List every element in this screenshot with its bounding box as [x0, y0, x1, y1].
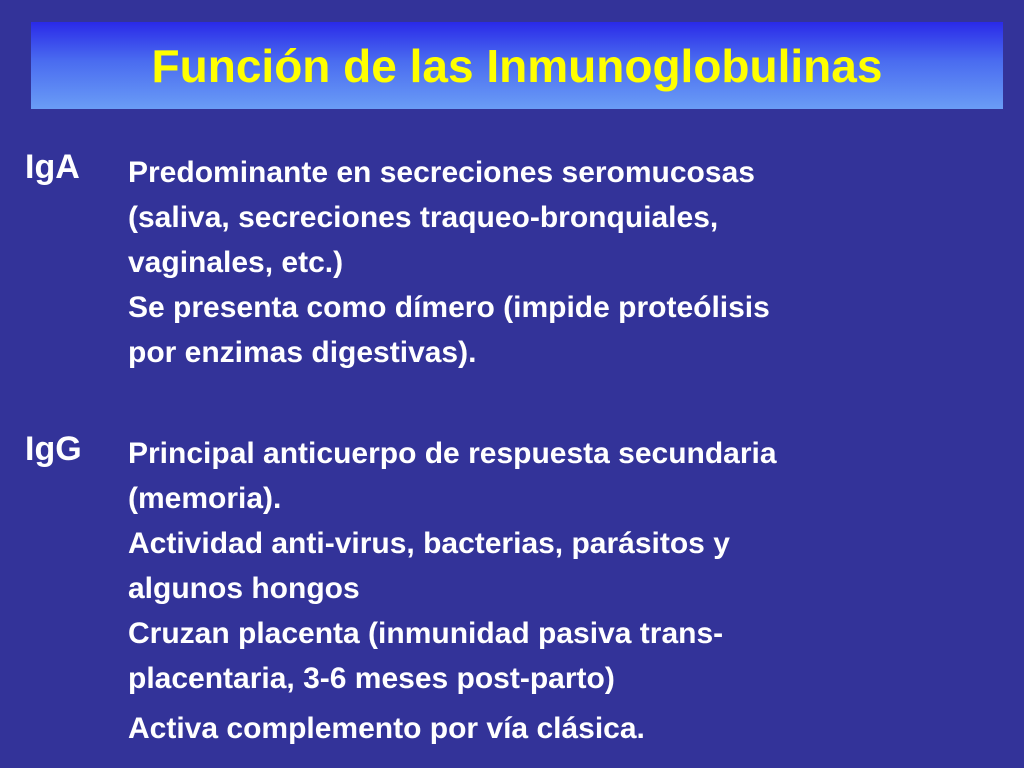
term-igg: IgG: [25, 430, 82, 468]
iga-line: Se presenta como dímero (impide proteólisis: [128, 291, 770, 324]
igg-line: Principal anticuerpo de respuesta secundaria: [128, 437, 777, 470]
igg-line: placentaria, 3-6 meses post-parto): [128, 662, 615, 695]
definition-igg: [128, 431, 1008, 751]
igg-line: (memoria).: [128, 482, 282, 515]
igg-line: Activa complemento por vía clásica.: [128, 712, 645, 745]
iga-line: vaginales, etc.): [128, 246, 344, 279]
iga-line: por enzimas digestivas).: [128, 336, 477, 369]
igg-line: algunos hongos: [128, 572, 360, 605]
title-box: [31, 22, 1003, 109]
iga-line: Predominante en secreciones seromucosas: [128, 156, 755, 189]
slide-title: Función de las Inmunoglobulinas: [151, 39, 883, 92]
term-iga: IgA: [25, 148, 80, 186]
definition-iga: [128, 150, 1008, 375]
iga-line: (saliva, secreciones traqueo-bronquiales,: [128, 201, 719, 234]
igg-line: Cruzan placenta (inmunidad pasiva trans-: [128, 617, 724, 650]
igg-line: Actividad anti-virus, bacterias, parásitos y: [128, 527, 730, 560]
